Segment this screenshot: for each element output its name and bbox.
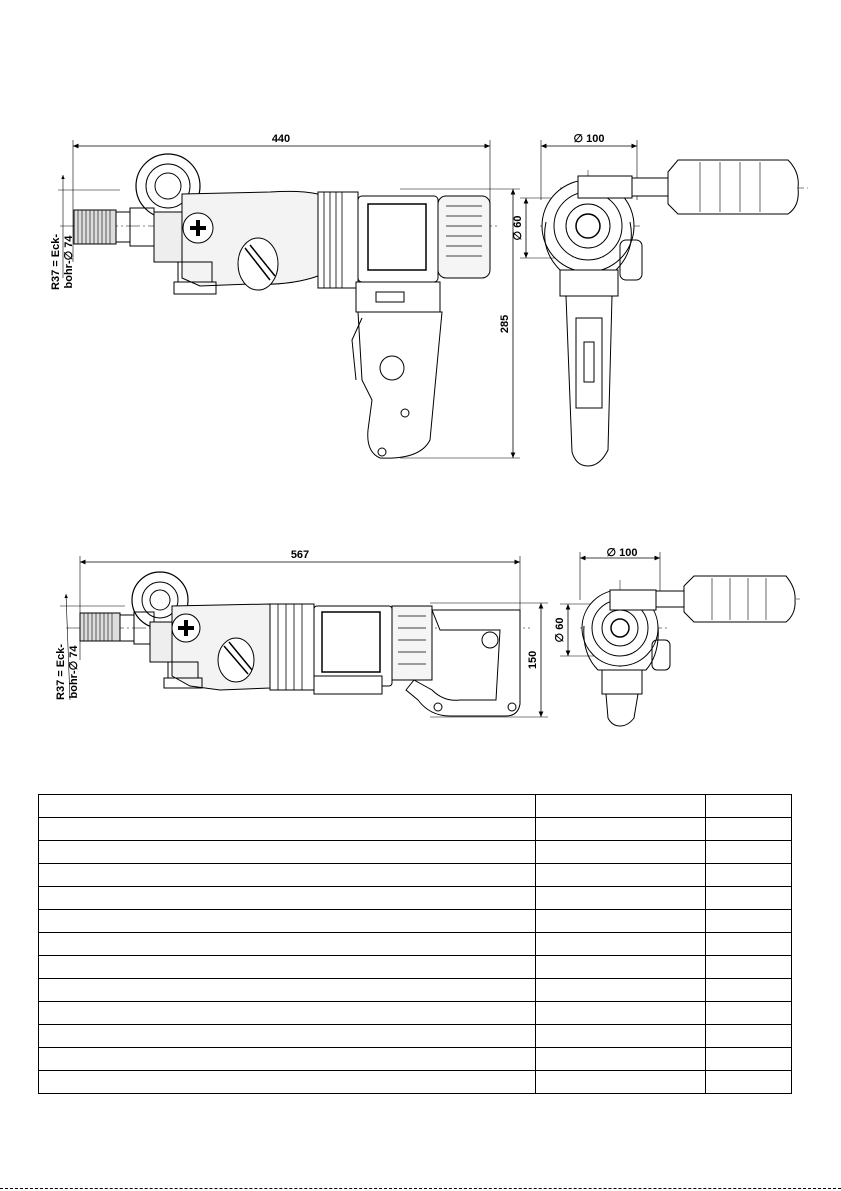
table-cell: [536, 910, 706, 933]
spec-table: [38, 794, 792, 1094]
table-row: [39, 864, 792, 887]
table-cell: [39, 1071, 536, 1094]
dim-handle-top: ∅ 100: [573, 133, 605, 145]
table-row: [39, 887, 792, 910]
side-note-top-line1: R37 = Eck-: [50, 234, 62, 290]
table-cell: [39, 864, 536, 887]
dim-height-top: 285: [499, 314, 511, 334]
table-cell: [39, 933, 536, 956]
dim-length-top: 440: [271, 133, 291, 145]
drill-side-view-top: [58, 140, 520, 458]
table-cell: [39, 1048, 536, 1071]
table-cell: [536, 1048, 706, 1071]
table-cell: [536, 1002, 706, 1025]
table-row: [39, 1025, 792, 1048]
table-row: [39, 1071, 792, 1094]
drill-side-view-bottom: [60, 556, 548, 717]
page-bottom-rule: [0, 1188, 841, 1189]
dim-collar-bottom: ∅ 60: [554, 617, 566, 643]
table-cell: [706, 979, 792, 1002]
table-row: [39, 1002, 792, 1025]
table-cell: [706, 956, 792, 979]
table-cell: [706, 818, 792, 841]
table-cell: [706, 1071, 792, 1094]
table-cell: [39, 910, 536, 933]
drill-front-view-bottom: [560, 552, 800, 726]
table-cell: [536, 1071, 706, 1094]
table-row: [39, 1048, 792, 1071]
table-cell: [39, 841, 536, 864]
table-cell: [536, 818, 706, 841]
table-row: [39, 979, 792, 1002]
table-cell: [536, 841, 706, 864]
drill-front-view-top: [520, 140, 808, 466]
table-row: [39, 818, 792, 841]
table-cell: [536, 933, 706, 956]
table-row: [39, 933, 792, 956]
table-cell: [706, 1002, 792, 1025]
table-cell: [39, 1002, 536, 1025]
side-note-top-line2: bohr-∅ 74: [63, 235, 75, 289]
table-cell: [706, 887, 792, 910]
table-cell: [706, 864, 792, 887]
table-cell: [706, 841, 792, 864]
side-note-bottom-line2: bohr-∅ 74: [68, 645, 80, 699]
table-cell: [706, 910, 792, 933]
table-cell: [706, 795, 792, 818]
dim-length-bottom: 567: [290, 549, 310, 561]
table-row: [39, 795, 792, 818]
table-cell: [39, 887, 536, 910]
table-cell: [536, 956, 706, 979]
table-cell: [706, 1048, 792, 1071]
table-cell: [39, 795, 536, 818]
side-note-bottom-line1: R37 = Eck-: [55, 644, 67, 700]
table-cell: [39, 818, 536, 841]
spec-table-body: [39, 795, 792, 1094]
table-cell: [706, 933, 792, 956]
table-cell: [536, 795, 706, 818]
table-row: [39, 841, 792, 864]
table-row: [39, 910, 792, 933]
table-cell: [536, 979, 706, 1002]
table-cell: [536, 887, 706, 910]
table-cell: [39, 956, 536, 979]
table-cell: [536, 1025, 706, 1048]
table-cell: [706, 1025, 792, 1048]
dim-height-bottom: 150: [527, 650, 539, 670]
table-cell: [536, 864, 706, 887]
table-cell: [39, 1025, 536, 1048]
table-cell: [39, 979, 536, 1002]
dim-collar-top: ∅ 60: [512, 215, 524, 241]
dim-handle-bottom: ∅ 100: [606, 547, 638, 559]
table-row: [39, 956, 792, 979]
